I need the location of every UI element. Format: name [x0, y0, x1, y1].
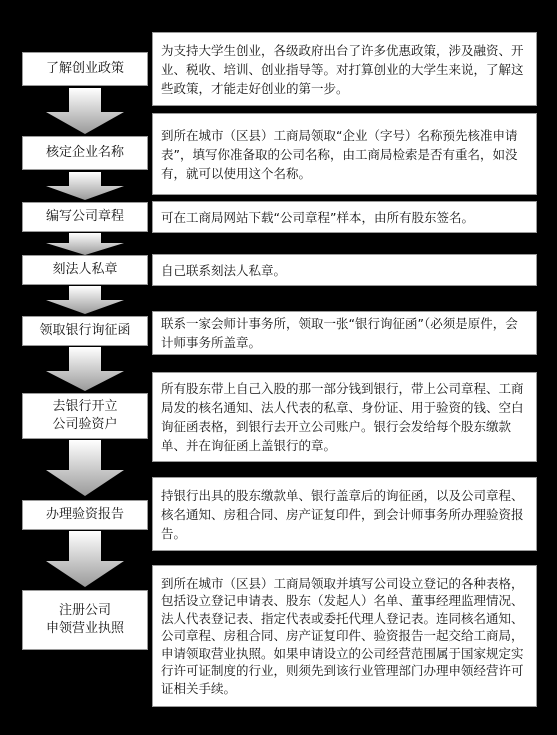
step-5-description: 联系一家会师计事务所，领取一张“银行询征函”（必须是原件，会计师事务所盖章。 — [152, 311, 537, 355]
down-arrow-icon — [44, 172, 126, 200]
down-arrow-icon — [44, 531, 126, 587]
step-3-description: 可在工商局网站下载“公司章程”样本，由所有股东签名。 — [152, 201, 537, 233]
down-arrow-icon — [44, 347, 126, 391]
step-2-description: 到所在城市（区县）工商局领取“企业（字号）名称预先核准申请表”，填写你准备取的公司名称，由工商局检索是否有重名，如没有，就可以使用这个名称。 — [152, 113, 537, 195]
step-6-box: 去银行开立 公司验资户 — [22, 393, 148, 439]
step-7-description: 持银行出具的股东缴款单、银行盖章后的询征函，以及公司章程、核名通知、房租合同、房产证复印件，到会计师事务所办理验资报告。 — [152, 477, 537, 551]
down-arrow-icon — [44, 440, 126, 496]
step-5-box: 领取银行询征函 — [22, 316, 148, 346]
step-4-description: 自己联系刻法人私章。 — [152, 254, 537, 286]
down-arrow-icon — [44, 88, 126, 134]
step-6-description: 所有股东带上自己入股的那一部分钱到银行，带上公司章程、工商局发的核名通知、法人代表的私章、身份证、用于验资的钱、空白询征函表格，到银行去开立公司账户。银行会发给每个股东缴款单、并在询征函上盖银行的章。 — [152, 372, 537, 462]
step-4-box: 刻法人私章 — [22, 255, 148, 285]
step-1-box: 了解创业政策 — [22, 52, 148, 86]
down-arrow-icon — [44, 286, 126, 314]
down-arrow-icon — [44, 233, 126, 255]
step-1-description: 为支持大学生创业，各级政府出台了许多优惠政策，涉及融资、开业、税收、培训、创业指导等。对打算创业的大学生来说，了解这些政策，才能走好创业的第一步。 — [152, 32, 537, 106]
step-7-box: 办理验资报告 — [22, 500, 148, 530]
step-8-box: 注册公司 申领营业执照 — [22, 590, 148, 650]
step-8-description: 到所在城市（区县）工商局领取并填写公司设立登记的各种表格，包括设立登记申请表、股东（发起人）名单、董事经理监理情况、法人代表登记表、指定代表或委托代理人登记表。连同核名通知、公司章程、房租合同、房产证复印件、验资报告一起交给工商局，申请领取营业执照。如果申请设立的公司经营范围属于国家规定实行许可证制度的行业，则须先到该行业管理部门办理申领经营许可证相关手续。 — [152, 565, 537, 707]
step-2-box: 核定企业名称 — [22, 136, 148, 170]
step-3-box: 编写公司章程 — [22, 202, 148, 232]
